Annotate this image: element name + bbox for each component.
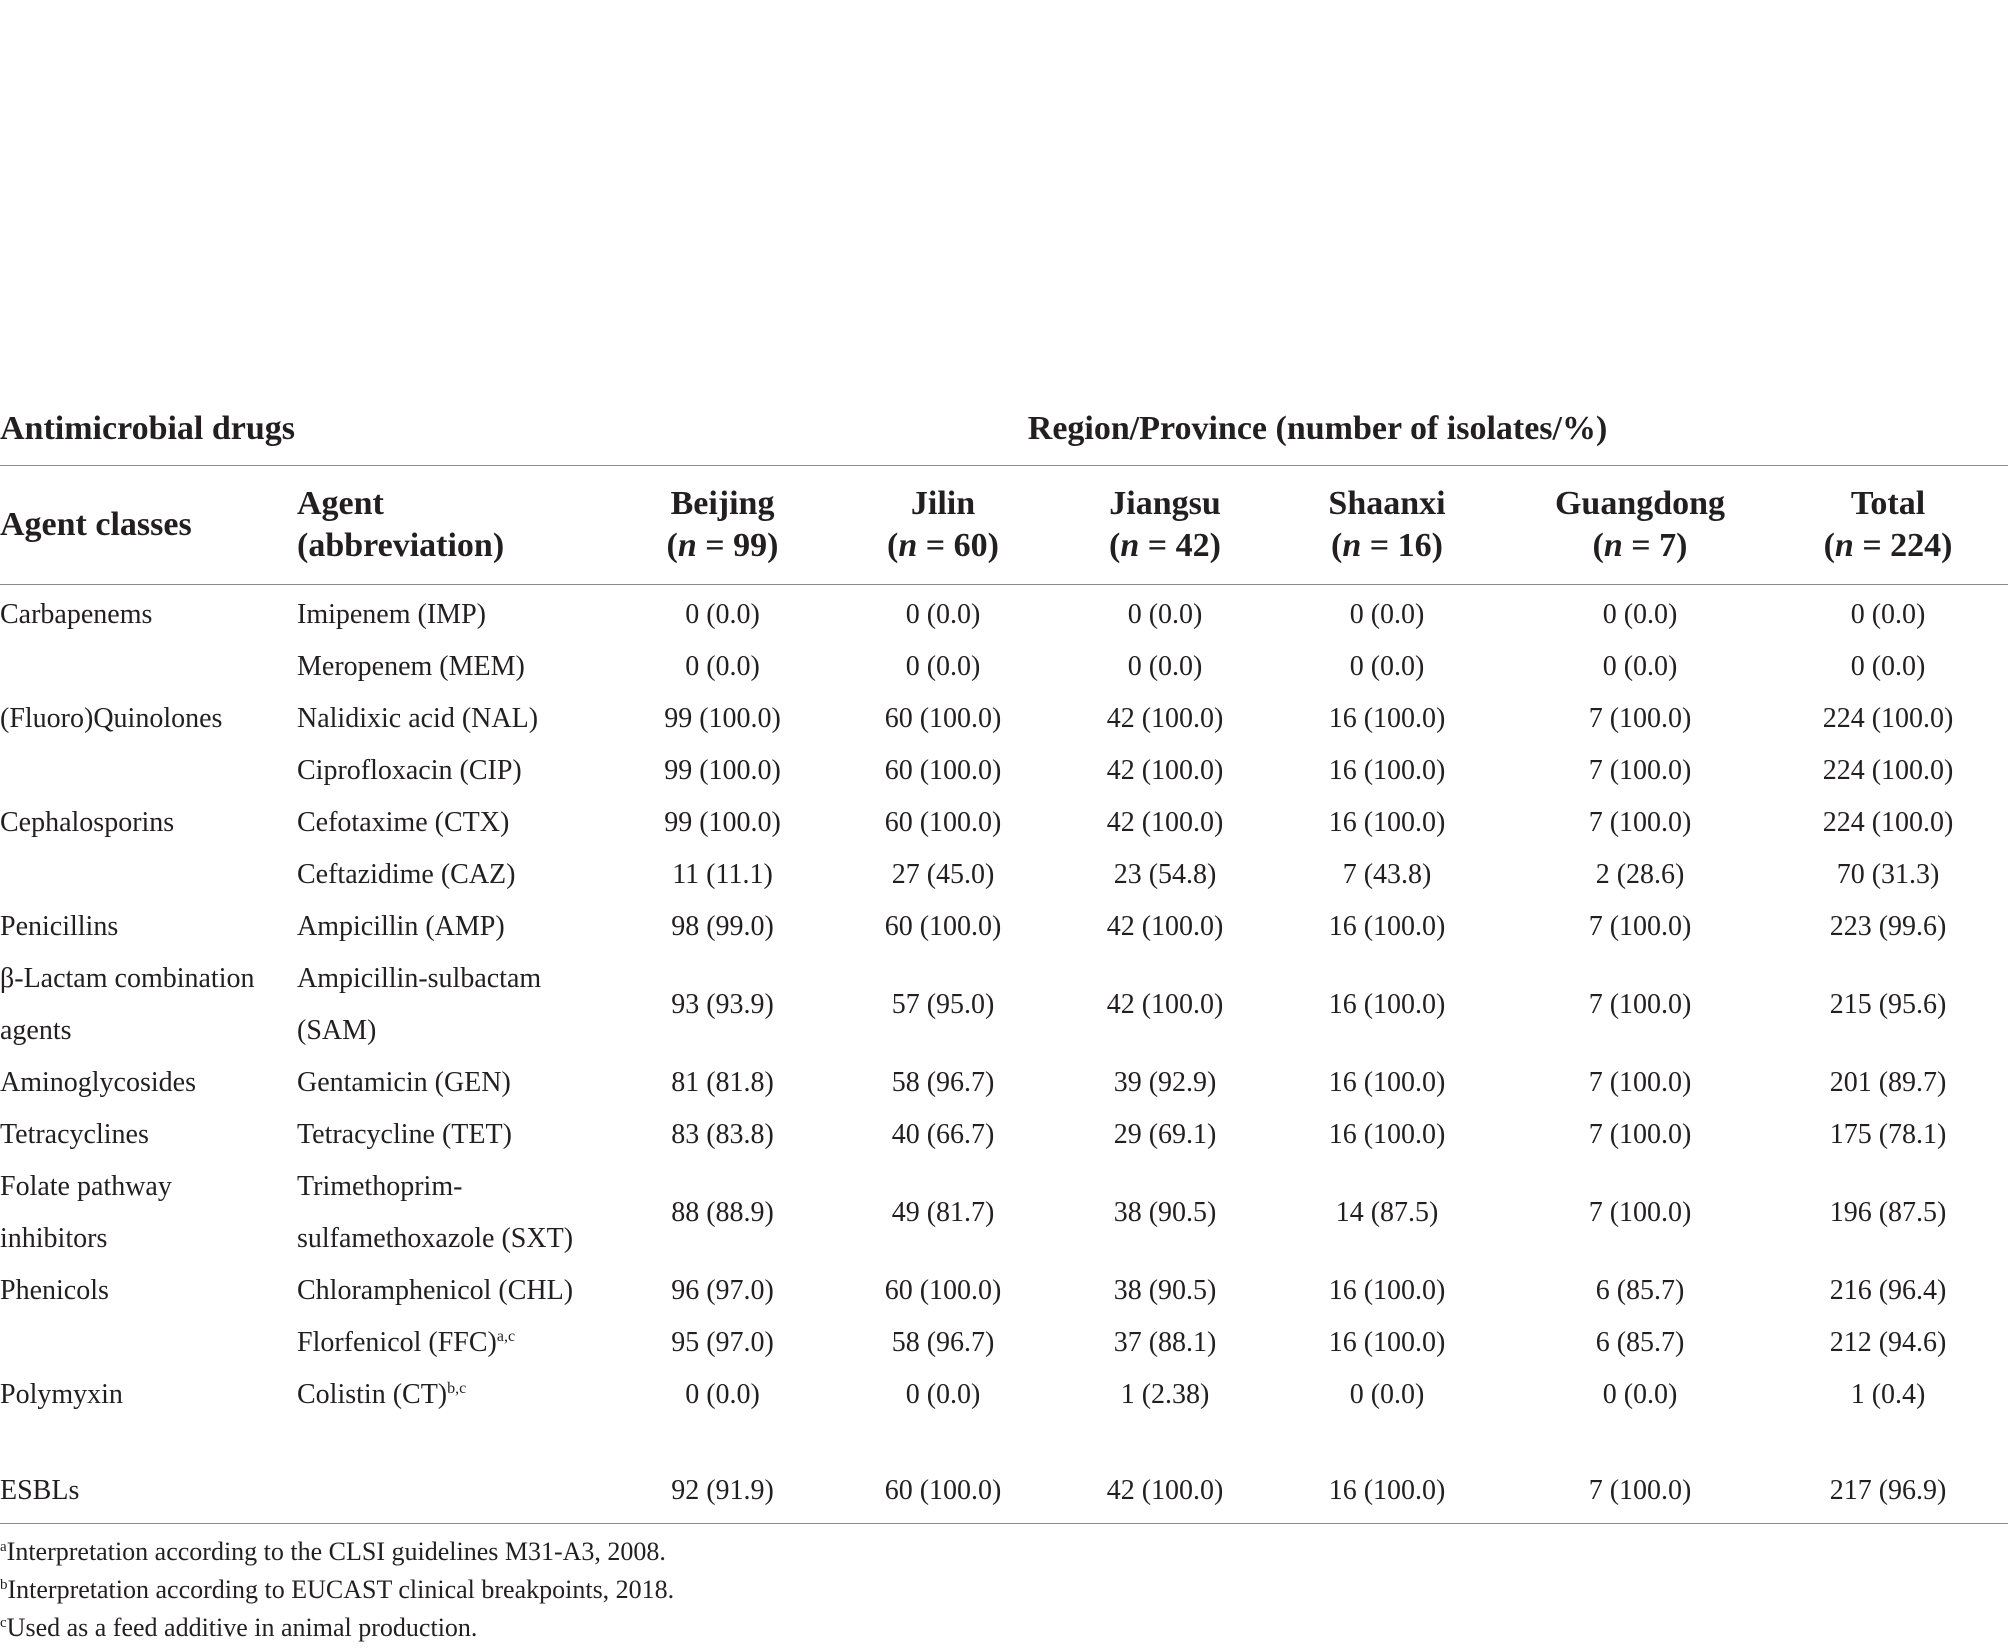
- table-row: [0, 1161, 2008, 1265]
- value-cell: 0 (0.0): [905, 1379, 981, 1410]
- value-cell: 27 (45.0): [891, 859, 995, 890]
- agent-line1: Ampicillin-sulbactam: [297, 963, 542, 994]
- header-region-name: Beijing: [670, 485, 775, 522]
- table-row: [0, 1057, 2008, 1109]
- footnote-marker: a,c: [496, 1328, 516, 1345]
- table-row: [0, 1369, 2008, 1421]
- value-cell: 216 (96.4): [1829, 1275, 1947, 1306]
- value-cell: 0 (0.0): [685, 1379, 760, 1410]
- value-cell: 60 (100.0): [884, 1275, 1002, 1306]
- agent-cell: [297, 849, 627, 901]
- value-cell: 60 (100.0): [884, 703, 1002, 734]
- header-shaanxi: [1262, 466, 1512, 585]
- value-cell: 99 (100.0): [664, 755, 781, 786]
- value-cell: 7 (100.0): [1588, 989, 1692, 1020]
- agent-line1: Trimethoprim-: [297, 1171, 463, 1202]
- footnote-marker: b,c: [447, 1380, 467, 1397]
- value-cell: 88 (88.9): [671, 1197, 774, 1228]
- value-cell: 215 (95.6): [1829, 989, 1947, 1020]
- agent-cell: [297, 1161, 627, 1265]
- agent-cell: [297, 585, 627, 642]
- table-row: [0, 1317, 2008, 1369]
- agent-class-line2: agents: [0, 1015, 72, 1046]
- agent-class-cell: Penicillins: [0, 911, 119, 942]
- agent-cell: [297, 641, 627, 693]
- value-cell: 92 (91.9): [627, 1459, 818, 1524]
- value-cell: 42 (100.0): [1106, 989, 1224, 1020]
- header-jilin: [818, 466, 1068, 585]
- value-cell: 81 (81.8): [671, 1067, 774, 1098]
- value-cell: 16 (100.0): [1328, 807, 1446, 838]
- value-cell: 23 (54.8): [1113, 859, 1217, 890]
- agent-cell: [297, 1109, 627, 1161]
- table-body: [0, 585, 2008, 1524]
- table-row: [0, 1109, 2008, 1161]
- value-cell: 7 (100.0): [1512, 1459, 1768, 1524]
- value-cell: 0 (0.0): [1602, 599, 1678, 630]
- header-region-n: (n = 7): [1592, 527, 1688, 564]
- column-header-row: [0, 466, 2008, 585]
- table-row: [0, 953, 2008, 1057]
- table-row: [0, 693, 2008, 745]
- header-guangdong: [1512, 466, 1768, 585]
- resistance-table: [0, 395, 2008, 1524]
- agent-name: Florfenicol (FFC): [297, 1327, 497, 1358]
- value-cell: 212 (94.6): [1829, 1327, 1947, 1358]
- value-cell: 49 (81.7): [891, 1197, 995, 1228]
- value-cell: 38 (90.5): [1113, 1275, 1217, 1306]
- value-cell: 29 (69.1): [1113, 1119, 1217, 1150]
- agent-line2: (SAM): [297, 1015, 377, 1046]
- value-cell: 0 (0.0): [905, 651, 981, 682]
- agent-name: Tetracycline (TET): [297, 1119, 512, 1150]
- value-cell: 93 (93.9): [671, 989, 774, 1020]
- agent-class-cell: Cephalosporins: [0, 807, 175, 838]
- agent-class-cell: [0, 849, 297, 901]
- value-cell: 16 (100.0): [1328, 703, 1446, 734]
- footnote-mark: b: [0, 1577, 8, 1593]
- value-cell: 175 (78.1): [1829, 1119, 1947, 1150]
- agent-name: Chloramphenicol (CHL): [297, 1275, 574, 1306]
- agent-name: Meropenem (MEM): [297, 651, 525, 682]
- value-cell: 16 (100.0): [1328, 755, 1446, 786]
- agent-class-cell: Aminoglycosides: [0, 1067, 196, 1098]
- value-cell: 7 (100.0): [1588, 1119, 1692, 1150]
- table-row: [0, 745, 2008, 797]
- header-region-n: (n = 99): [666, 527, 779, 564]
- footnote-text: Interpretation according to EUCAST clinical breakpoints, 2018.: [7, 1575, 675, 1604]
- value-cell: 38 (90.5): [1113, 1197, 1217, 1228]
- spacer-cell: [0, 1421, 2008, 1459]
- table-row: [0, 641, 2008, 693]
- value-cell: 42 (100.0): [1106, 755, 1224, 786]
- value-cell: 224 (100.0): [1822, 703, 1954, 734]
- header-region-n: (n = 42): [1109, 527, 1221, 564]
- header-region-n: (n = 60): [887, 527, 999, 564]
- header-region-name: Shaanxi: [1328, 485, 1446, 522]
- header-agent-classes: Agent classes: [0, 466, 297, 585]
- value-cell: 7 (43.8): [1342, 859, 1432, 890]
- footnotes: [0, 1533, 674, 1647]
- agent-class-cell: [0, 953, 297, 1057]
- value-cell: 83 (83.8): [671, 1119, 774, 1150]
- value-cell: 0 (0.0): [1127, 599, 1203, 630]
- agent-class-cell: Carbapenems: [0, 599, 153, 630]
- header-agent-line1: Agent: [297, 485, 384, 522]
- value-cell: 16 (100.0): [1328, 1327, 1446, 1358]
- header-n-value: = 42): [1139, 527, 1221, 564]
- value-cell: 1 (2.38): [1120, 1379, 1210, 1410]
- value-cell: 57 (95.0): [891, 989, 995, 1020]
- agent-class-line1: β-Lactam combination: [0, 963, 255, 994]
- group-header-drugs: Antimicrobial drugs: [0, 410, 296, 447]
- value-cell: 60 (100.0): [884, 755, 1002, 786]
- header-n-italic: n: [1342, 527, 1362, 564]
- value-cell: 95 (97.0): [671, 1327, 774, 1358]
- value-cell: 7 (100.0): [1588, 755, 1692, 786]
- value-cell: 1 (0.4): [1850, 1379, 1926, 1410]
- agent-cell: [297, 745, 627, 797]
- value-cell: 58 (96.7): [891, 1327, 995, 1358]
- agent-class-cell: ESBLs: [0, 1459, 297, 1524]
- header-n-value: = 7): [1622, 527, 1688, 564]
- table-row: [0, 849, 2008, 901]
- table-row: [0, 797, 2008, 849]
- value-cell: 16 (100.0): [1328, 911, 1446, 942]
- header-n-italic: n: [1603, 527, 1623, 564]
- value-cell: 7 (100.0): [1588, 1197, 1692, 1228]
- agent-class-line2: inhibitors: [0, 1223, 108, 1254]
- value-cell: 2 (28.6): [1595, 859, 1685, 890]
- value-cell: 0 (0.0): [1349, 651, 1425, 682]
- footnote: [0, 1533, 674, 1571]
- value-cell: 0 (0.0): [685, 599, 760, 630]
- header-beijing: [627, 466, 818, 585]
- value-cell: 42 (100.0): [1106, 703, 1224, 734]
- value-cell: 42 (100.0): [1068, 1459, 1262, 1524]
- footnote-text: Interpretation according to the CLSI guidelines M31-A3, 2008.: [6, 1537, 666, 1566]
- agent-class-cell: Polymyxin: [0, 1379, 123, 1410]
- agent-class-cell: [0, 1161, 297, 1265]
- value-cell: 40 (66.7): [891, 1119, 995, 1150]
- value-cell: 16 (100.0): [1328, 1275, 1446, 1306]
- agent-name: Nalidixic acid (NAL): [297, 703, 539, 734]
- header-n-italic: n: [898, 527, 918, 564]
- group-header-row: [0, 395, 2008, 466]
- agent-name: Ciprofloxacin (CIP): [297, 755, 522, 786]
- table-row: [0, 901, 2008, 953]
- footnote-mark: c: [0, 1615, 7, 1631]
- esbl-row: [0, 1459, 2008, 1524]
- value-cell: 0 (0.0): [685, 651, 760, 682]
- agent-cell: [297, 1265, 627, 1317]
- agent-cell: [297, 797, 627, 849]
- value-cell: 16 (100.0): [1328, 1067, 1446, 1098]
- agent-cell: [297, 1317, 627, 1369]
- value-cell: 0 (0.0): [1850, 651, 1926, 682]
- value-cell: 224 (100.0): [1822, 755, 1954, 786]
- value-cell: 7 (100.0): [1588, 703, 1692, 734]
- value-cell: 223 (99.6): [1829, 911, 1947, 942]
- group-header-region: Region/Province (number of isolates/%): [1027, 410, 1608, 447]
- header-n-italic: n: [677, 527, 697, 564]
- value-cell: 201 (89.7): [1829, 1067, 1947, 1098]
- spacer-row: [0, 1421, 2008, 1459]
- value-cell: 7 (100.0): [1588, 1067, 1692, 1098]
- agent-cell: [297, 1459, 627, 1524]
- header-region-name: Jilin: [910, 485, 976, 522]
- value-cell: 96 (97.0): [671, 1275, 774, 1306]
- agent-class-cell: [0, 745, 297, 797]
- value-cell: 0 (0.0): [1349, 599, 1425, 630]
- agent-class-line1: Folate pathway: [0, 1171, 172, 1202]
- value-cell: 58 (96.7): [891, 1067, 995, 1098]
- value-cell: 11 (11.1): [672, 859, 773, 890]
- agent-name: Cefotaxime (CTX): [297, 807, 510, 838]
- value-cell: 16 (100.0): [1328, 989, 1446, 1020]
- agent-line2: sulfamethoxazole (SXT): [297, 1223, 574, 1254]
- value-cell: 0 (0.0): [1127, 651, 1203, 682]
- value-cell: 99 (100.0): [664, 703, 781, 734]
- value-cell: 7 (100.0): [1588, 807, 1692, 838]
- header-n-value: = 60): [917, 527, 999, 564]
- agent-cell: [297, 953, 627, 1057]
- header-n-value: = 224): [1853, 527, 1953, 564]
- value-cell: 224 (100.0): [1822, 807, 1954, 838]
- agent-name: Ceftazidime (CAZ): [297, 859, 516, 890]
- footnote-text: Used as a feed additive in animal production.: [6, 1613, 478, 1642]
- value-cell: 14 (87.5): [1335, 1197, 1439, 1228]
- value-cell: 6 (85.7): [1595, 1275, 1685, 1306]
- value-cell: 0 (0.0): [905, 599, 981, 630]
- header-agent-line2: (abbreviation): [297, 527, 505, 564]
- value-cell: 217 (96.9): [1768, 1459, 2008, 1524]
- header-n-italic: n: [1834, 527, 1854, 564]
- value-cell: 60 (100.0): [884, 807, 1002, 838]
- agent-name: Colistin (CT): [297, 1379, 448, 1410]
- value-cell: 60 (100.0): [818, 1459, 1068, 1524]
- agent-name: Gentamicin (GEN): [297, 1067, 511, 1098]
- header-total: [1768, 466, 2008, 585]
- value-cell: 99 (100.0): [664, 807, 781, 838]
- value-cell: 16 (100.0): [1262, 1459, 1512, 1524]
- agent-cell: [297, 1057, 627, 1109]
- agent-class-cell: [0, 641, 297, 693]
- value-cell: 16 (100.0): [1328, 1119, 1446, 1150]
- footnote: [0, 1609, 674, 1647]
- agent-cell: [297, 1369, 627, 1421]
- agent-name: Imipenem (IMP): [297, 599, 486, 630]
- header-n-italic: n: [1120, 527, 1140, 564]
- header-jiangsu: [1068, 466, 1262, 585]
- agent-cell: [297, 901, 627, 953]
- agent-name: Ampicillin (AMP): [297, 911, 505, 942]
- value-cell: 98 (99.0): [671, 911, 774, 942]
- header-region-name: Jiangsu: [1109, 485, 1221, 522]
- header-agent: [297, 466, 627, 585]
- footnote: [0, 1571, 674, 1609]
- header-n-value: = 99): [696, 527, 779, 564]
- header-region-n: (n = 16): [1331, 527, 1443, 564]
- agent-class-cell: Phenicols: [0, 1275, 109, 1306]
- value-cell: 39 (92.9): [1113, 1067, 1217, 1098]
- value-cell: 7 (100.0): [1588, 911, 1692, 942]
- value-cell: 0 (0.0): [1602, 651, 1678, 682]
- value-cell: 60 (100.0): [884, 911, 1002, 942]
- value-cell: 70 (31.3): [1836, 859, 1940, 890]
- value-cell: 37 (88.1): [1113, 1327, 1217, 1358]
- table-row: [0, 585, 2008, 642]
- value-cell: 6 (85.7): [1595, 1327, 1685, 1358]
- value-cell: 42 (100.0): [1106, 911, 1224, 942]
- header-n-value: = 16): [1361, 527, 1443, 564]
- table-row: [0, 1265, 2008, 1317]
- header-region-name: Guangdong: [1554, 485, 1726, 522]
- footnote-mark: a: [0, 1539, 7, 1555]
- value-cell: 42 (100.0): [1106, 807, 1224, 838]
- header-region-name: Total: [1850, 485, 1926, 522]
- header-region-n: (n = 224): [1823, 527, 1953, 564]
- value-cell: 196 (87.5): [1829, 1197, 1947, 1228]
- agent-class-cell: [0, 1317, 297, 1369]
- value-cell: 0 (0.0): [1850, 599, 1926, 630]
- agent-class-cell: Tetracyclines: [0, 1119, 149, 1150]
- agent-cell: [297, 693, 627, 745]
- value-cell: 0 (0.0): [1602, 1379, 1678, 1410]
- value-cell: 0 (0.0): [1349, 1379, 1425, 1410]
- agent-class-cell: (Fluoro)Quinolones: [0, 703, 223, 734]
